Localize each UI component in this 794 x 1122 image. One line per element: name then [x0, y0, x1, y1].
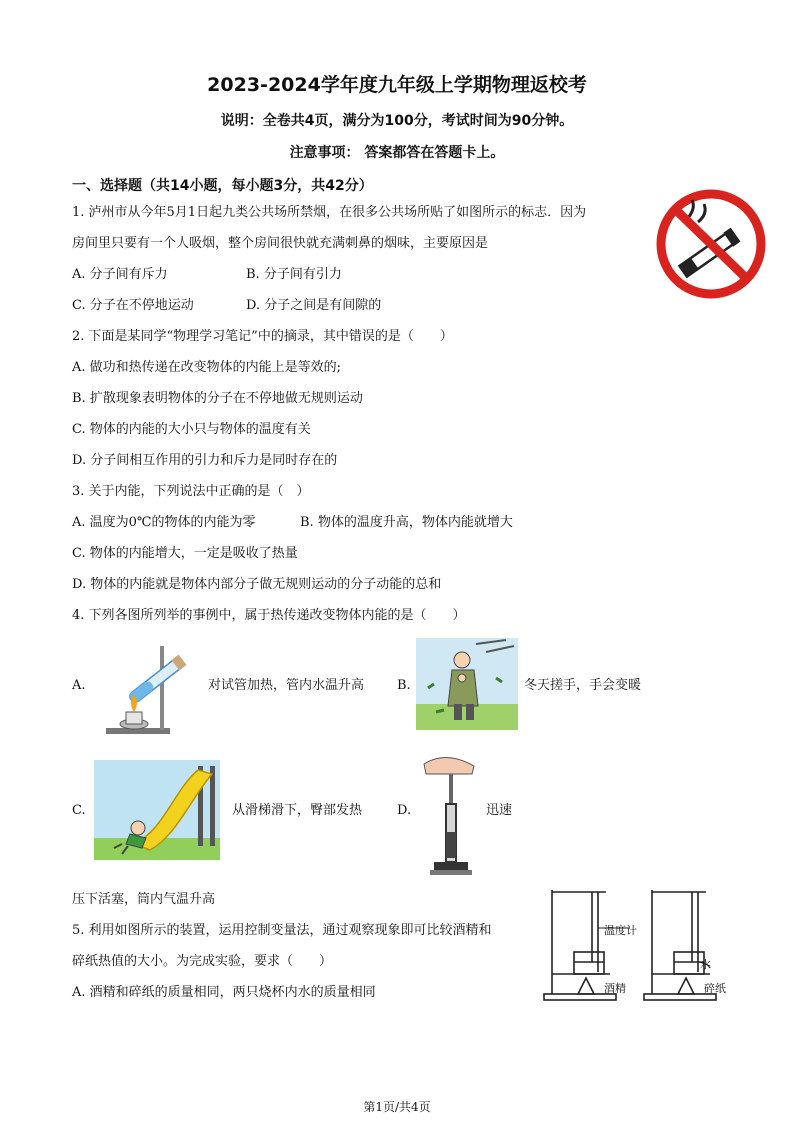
exam-instructions: 说明：全卷共4页，满分为100分，考试时间为90分钟。: [220, 113, 574, 129]
slide-figure: [94, 760, 220, 860]
section-heading: 一、选择题（共14小题，每小题3分，共42分）: [72, 178, 373, 194]
q1-stem-line1: 1. 泸州市从今年5月1日起九类公共场所禁烟，在很多公共场所贴了如图所示的标志．因为: [72, 205, 587, 220]
label-paper: 碎纸: [704, 982, 726, 995]
no-smoking-sign-icon: [652, 188, 770, 300]
q4-option-d-text-continued: 压下活塞，筒内气温升高: [72, 892, 216, 907]
q4-option-a-label: A.: [72, 678, 86, 693]
q4-option-c-text: 从滑梯滑下，臀部发热: [232, 803, 363, 818]
air-pump-figure: [420, 752, 482, 880]
q3-stem: 3. 关于内能，下列说法中正确的是（ ）: [72, 484, 310, 499]
page-footer: 第1页/共4页: [363, 1100, 431, 1114]
q4-option-d-text: 迅速: [486, 803, 513, 818]
q4-option-b-text: 冬天搓手，手会变暖: [524, 678, 642, 693]
exam-title: 2023-2024学年度九年级上学期物理返校考: [207, 74, 587, 96]
q3-option-b: B. 物体的温度升高，物体内能就增大: [300, 515, 513, 530]
q1-option-c: C. 分子在不停地运动: [72, 298, 194, 313]
exam-notice: 注意事项： 答案都答在答题卡上。: [289, 145, 505, 161]
rubbing-hands-figure: [416, 638, 518, 730]
q2-stem: 2. 下面是某同学“物理学习笔记”中的摘录，其中错误的是（ ）: [72, 329, 453, 344]
q5-stem-line2: 碎纸热值的大小。为完成实验，要求（ ）: [72, 954, 333, 969]
q4-option-b-label: B.: [397, 678, 411, 693]
q4-option-d-label: D.: [397, 803, 412, 818]
q2-option-d: D. 分子间相互作用的引力和斥力是同时存在的: [72, 453, 338, 468]
q4-option-a-text: 对试管加热，管内水温升高: [208, 678, 365, 693]
q5-stem-line1: 5. 利用如图所示的装置，运用控制变量法，通过观察现象即可比较酒精和: [72, 923, 492, 938]
label-alcohol: 酒精: [604, 982, 626, 995]
q4-stem: 4. 下列各图所列举的事例中，属于热传递改变物体内能的是（ ）: [72, 608, 466, 623]
label-water: 水: [700, 958, 711, 971]
label-thermometer: 温度计: [604, 924, 637, 937]
q3-option-a: A. 温度为0℃的物体的内能为零: [72, 515, 256, 530]
q1-stem-line2: 房间里只要有一个人吸烟，整个房间很快就充满刺鼻的烟味，主要原因是: [72, 236, 489, 251]
test-tube-heating-figure: [100, 638, 192, 736]
q1-option-a: A. 分子间有斥力: [72, 267, 168, 282]
q2-option-a: A. 做功和热传递在改变物体的内能上是等效的;: [72, 360, 342, 375]
q2-option-c: C. 物体的内能的大小只与物体的温度有关: [72, 422, 311, 437]
q1-option-d: D. 分子之间是有间隙的: [246, 298, 382, 313]
q3-option-c: C. 物体的内能增大，一定是吸收了热量: [72, 546, 298, 561]
q1-option-b: B. 分子间有引力: [246, 267, 342, 282]
q5-option-a: A. 酒精和碎纸的质量相同，两只烧杯内水的质量相同: [72, 985, 376, 1000]
q3-option-d: D. 物体的内能就是物体内部分子做无规则运动的分子动能的总和: [72, 577, 442, 592]
q4-option-c-label: C.: [72, 803, 86, 818]
q2-option-b: B. 扩散现象表明物体的分子在不停地做无规则运动: [72, 391, 363, 406]
